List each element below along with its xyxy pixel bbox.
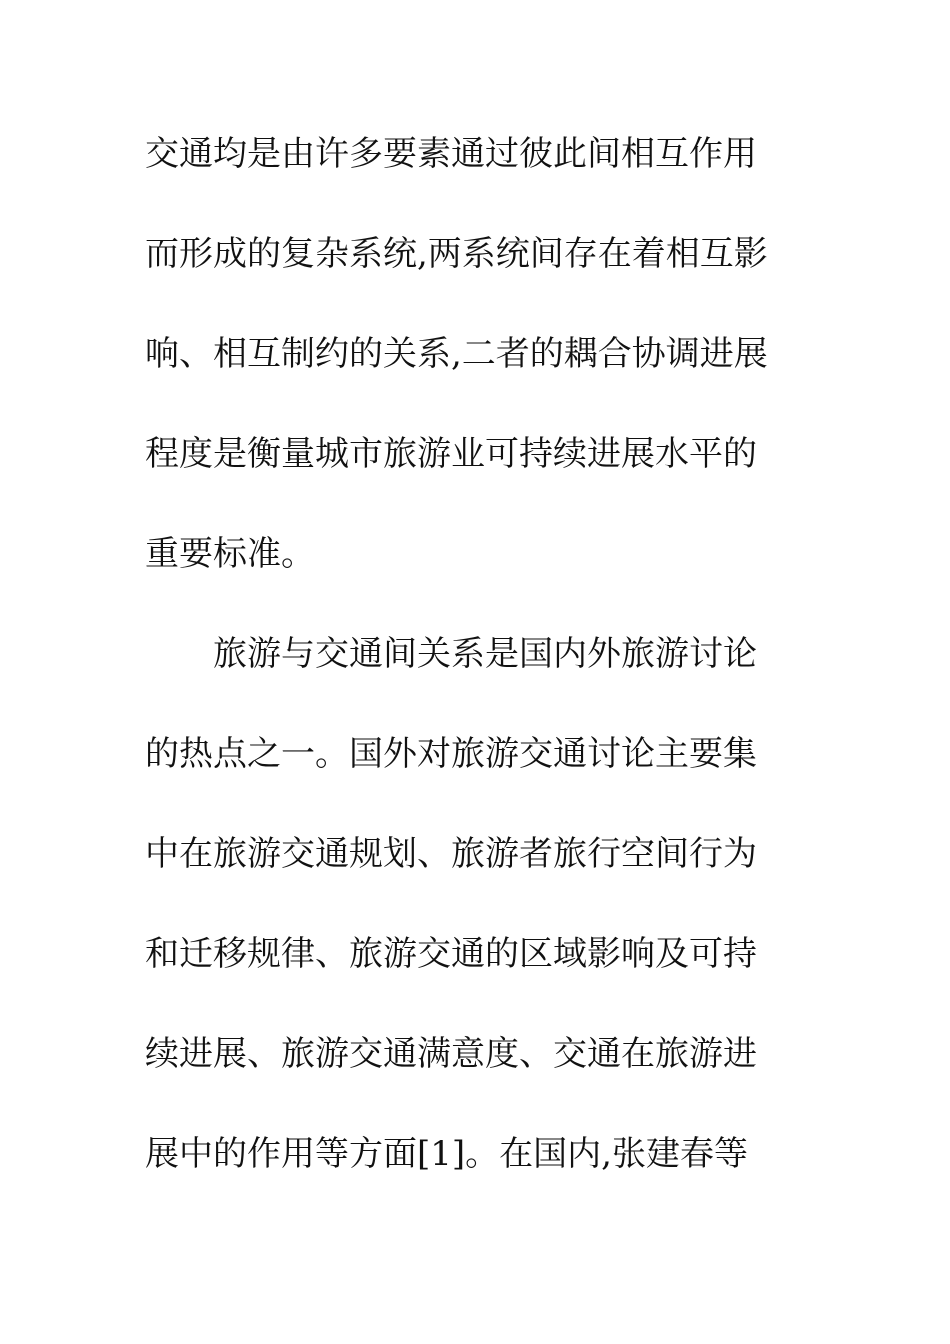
text-line: 重要标准。 [145, 534, 315, 574]
paragraph-start-line: 旅游与交通间关系是国内外旅游讨论 [213, 634, 757, 674]
text-line: 的热点之一。国外对旅游交通讨论主要集 [145, 734, 757, 774]
text-line: 和迁移规律、旅游交通的区域影响及可持 [145, 934, 757, 974]
text-line: 响、相互制约的关系,二者的耦合协调进展 [145, 334, 768, 374]
text-line: 程度是衡量城市旅游业可持续进展水平的 [145, 434, 757, 474]
text-line: 续进展、旅游交通满意度、交通在旅游进 [145, 1034, 757, 1074]
text-line: 而形成的复杂系统,两系统间存在着相互影 [145, 234, 768, 274]
text-line: 中在旅游交通规划、旅游者旅行空间行为 [145, 834, 757, 874]
text-line: 交通均是由许多要素通过彼此间相互作用 [145, 134, 757, 174]
body-text [145, 123, 805, 1223]
text-line: 展中的作用等方面[1]。在国内,张建春等 [145, 1134, 748, 1174]
